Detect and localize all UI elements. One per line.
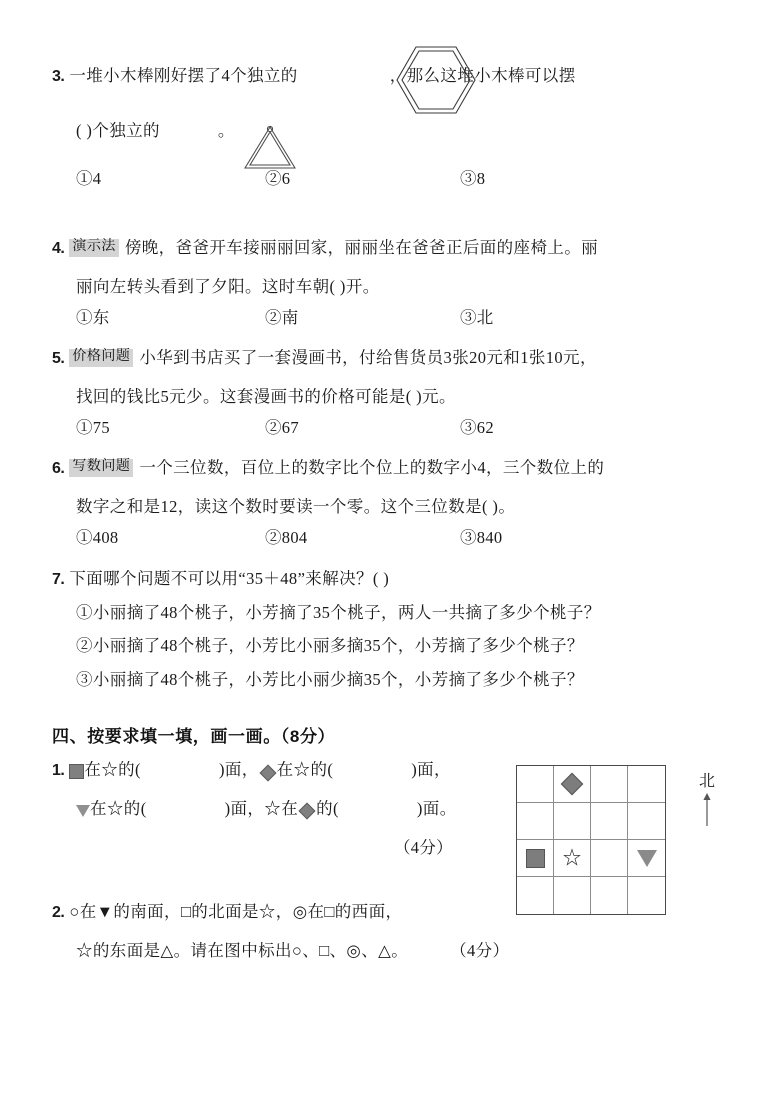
section-item-1-text-d: )面，	[411, 760, 451, 779]
grid-cell-r4c3[interactable]	[591, 877, 628, 914]
section-item-1-text-a: 在☆的(	[84, 760, 141, 779]
question-3-option-3[interactable]: ③8	[460, 169, 486, 188]
question-6-option-2[interactable]: ②804	[265, 528, 308, 548]
grid-cell-r2c4[interactable]	[628, 803, 665, 840]
north-arrow-icon	[690, 793, 724, 832]
section-item-1-text-c: 在☆的(	[276, 760, 334, 779]
question-6-text-1: 一个三位数，百位上的数字比个位上的数字小4，三个数位上的	[139, 458, 605, 478]
grid-cell-r1c4[interactable]	[628, 766, 665, 803]
question-3-blank-text: ( )个独立的	[76, 120, 160, 140]
question-4-option-1[interactable]: ①东	[76, 308, 110, 328]
question-7-option-1[interactable]: ①小丽摘了48个桃子，小芳摘了35个桃子，两人一共摘了多少个桃子？	[76, 602, 601, 622]
diamond-filled-icon	[561, 773, 584, 796]
compass-north	[690, 768, 724, 832]
question-5-options	[52, 414, 742, 440]
section-item-2-text-2: ☆的东面是△。请在图中标出○、□、◎、△。	[76, 940, 409, 960]
grid-cell-r2c3[interactable]	[591, 803, 628, 840]
question-5-number: 5.	[52, 349, 65, 367]
grid-cell-r4c2[interactable]	[554, 877, 591, 914]
question-5-option-1[interactable]: ①75	[76, 418, 110, 438]
question-6-tag: 写数问题	[69, 459, 133, 477]
section-item-2-line-2	[52, 940, 742, 960]
hexagon-matchstick-icon	[393, 42, 479, 123]
section-item-1-text-f: )面，☆在	[224, 798, 299, 818]
question-6-option-1[interactable]: ①408	[76, 528, 119, 548]
question-4-option-2[interactable]: ②南	[265, 308, 299, 328]
question-4-text-1: 傍晚，爸爸开车接丽丽回家，丽丽坐在爸爸正后面的座椅上。丽	[124, 238, 599, 258]
question-7	[52, 571, 742, 688]
question-3-options	[52, 165, 742, 191]
question-7-option-2[interactable]: ②小丽摘了48个桃子，小芳比小丽多摘35个，小芳摘了多少个桃子？	[76, 636, 584, 655]
star-outline-icon: ☆	[562, 847, 582, 869]
grid-cell-r4c1[interactable]	[517, 877, 554, 914]
square-filled-icon	[69, 764, 84, 779]
section-item-1-text-e: 在☆的(	[90, 798, 147, 818]
question-6-options	[52, 524, 742, 550]
compass-north-label: 北	[698, 773, 715, 790]
section-item-1-points: （4分）	[394, 838, 453, 857]
question-3-number: 3.	[52, 67, 65, 85]
grid-cell-r3c3[interactable]	[591, 840, 628, 877]
section-item-2-text-1: ○在▼的南面，□的北面是☆，◎在□的西面，	[69, 902, 403, 921]
question-4-option-3[interactable]: ③北	[460, 308, 494, 328]
grid-cell-r1c2[interactable]	[554, 766, 591, 803]
diamond-filled-icon-2	[299, 803, 316, 820]
question-3-text-before: 一堆小木棒刚好摆了4个独立的	[69, 66, 298, 85]
question-7-text-1: 下面哪个问题不可以用“35＋48”来解决？( )	[69, 569, 390, 588]
section-item-1-number: 1.	[52, 761, 65, 779]
question-7-line-1	[52, 571, 742, 588]
question-5-line-2	[52, 386, 742, 406]
section-item-1-text-g: 的(	[316, 798, 339, 818]
question-4	[52, 239, 742, 330]
question-6-number: 6.	[52, 459, 65, 477]
question-6-line-2	[52, 496, 742, 516]
question-7-options	[52, 602, 742, 689]
question-4-text-2: 丽向左转头看到了夕阳。这时车朝( )开。	[76, 276, 380, 296]
question-5-line-1	[52, 349, 742, 367]
question-3-option-2[interactable]: ②6	[265, 169, 291, 188]
grid-cell-r3c1[interactable]	[517, 840, 554, 877]
square-filled-icon	[526, 849, 545, 868]
question-3-option-1[interactable]: ①4	[76, 169, 102, 188]
section-item-1-text-b: )面，	[218, 760, 259, 779]
diamond-filled-icon-1	[259, 764, 276, 781]
question-7-number: 7.	[52, 570, 65, 588]
question-3-period: 。	[217, 120, 235, 140]
section-item-2-points: （4分）	[450, 940, 510, 960]
question-6-option-3[interactable]: ③840	[460, 528, 503, 548]
grid-cell-r1c3[interactable]	[591, 766, 628, 803]
question-6-line-1	[52, 459, 742, 477]
question-5-tag: 价格问题	[69, 349, 133, 367]
question-3-line-2	[52, 120, 742, 140]
section-heading-four: 四、按要求填一填，画一画。（8分）	[52, 727, 336, 746]
question-5-option-3[interactable]: ③62	[460, 418, 494, 438]
question-5-text-1: 小华到书店买了一套漫画书，付给售货员3张20元和1张10元，	[139, 348, 597, 368]
triangle-matchstick-icon	[240, 124, 300, 177]
question-4-tag: 演示法	[69, 239, 119, 257]
triangle-down-filled-icon	[637, 850, 657, 867]
question-7-option-3[interactable]: ③小丽摘了48个桃子，小芳比小丽少摘35个，小芳摘了多少个桃子？	[76, 669, 584, 689]
grid-cell-r3c4[interactable]	[628, 840, 665, 877]
question-5-text-2: 找回的钱比5元少。这套漫画书的价格可能是( )元。	[76, 386, 456, 406]
position-grid-diagram	[516, 765, 666, 915]
question-6	[52, 459, 742, 550]
position-grid[interactable]	[516, 765, 666, 915]
question-4-line-2	[52, 276, 742, 296]
question-4-number: 4.	[52, 239, 65, 257]
grid-cell-r3c2[interactable]	[554, 840, 591, 877]
section-item-2-number: 2.	[52, 903, 65, 921]
grid-cell-r4c4[interactable]	[628, 877, 665, 914]
grid-cell-r2c1[interactable]	[517, 803, 554, 840]
section-item-1-text-h: )面。	[416, 798, 457, 818]
grid-cell-r2c2[interactable]	[554, 803, 591, 840]
question-5	[52, 349, 742, 440]
question-3-text-after: ，那么这堆小木棒可以摆	[389, 66, 576, 85]
question-4-options	[52, 304, 742, 330]
triangle-down-filled-icon	[76, 805, 90, 817]
grid-cell-r1c1[interactable]	[517, 766, 554, 803]
question-6-text-2: 数字之和是12，读这个数时要读一个零。这个三位数是( )。	[76, 496, 516, 516]
question-4-line-1	[52, 239, 742, 257]
question-5-option-2[interactable]: ②67	[265, 418, 299, 438]
